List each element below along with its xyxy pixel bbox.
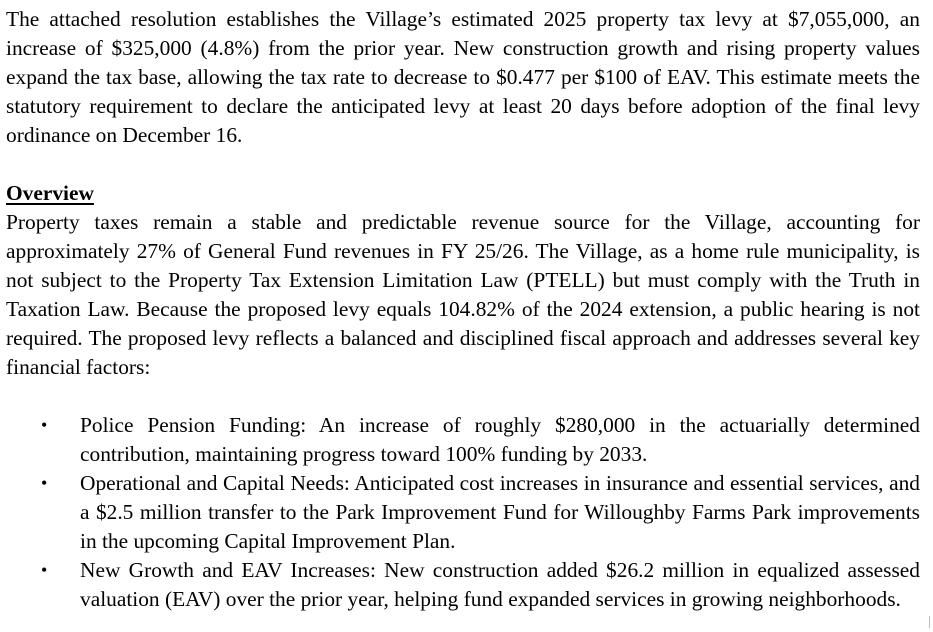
list-item-text: Operational and Capital Needs: Anticipated cost increases in insurance and essential services, and a $2.5 million transfer to the Park Improvement Fund for Willoughby Farms Park improvements in the upcoming Capital Improvement Plan. xyxy=(80,471,920,553)
bullet-icon: • xyxy=(41,415,48,435)
list-item-text: New Growth and EAV Increases: New construction added $26.2 million in equalized assessed valuation (EAV) over the prior year, helping fund expanded services in growing neighborhoods. xyxy=(80,558,920,611)
key-factors-list xyxy=(6,411,920,614)
list-item-text: Police Pension Funding: An increase of roughly $280,000 in the actuarially determined contribution, maintaining progress toward 100% funding by 2033. xyxy=(80,413,920,466)
list-item xyxy=(6,469,920,556)
page-edge-mark xyxy=(929,616,930,628)
intro-paragraph: The attached resolution establishes the Village’s estimated 2025 property tax levy at $7,055,000, an increase of $325,000 (4.8%) from the prior year. New construction growth and rising property values expand the tax base, allowing the tax rate to decrease to $0.477 per $100 of EAV. This estimate meets the statutory requirement to declare the anticipated levy at least 20 days before adoption of the final levy ordinance on December 16. xyxy=(6,7,920,147)
overview-paragraph: Property taxes remain a stable and predictable revenue source for the Village, accounting for approximately 27% of General Fund revenues in FY 25/26. The Village, as a home rule municipality, is not subject to the Property Tax Extension Limitation Law (PTELL) but must comply with the Truth in Taxation Law. Because the proposed levy equals 104.82% of the 2024 extension, a public hearing is not required. The proposed levy reflects a balanced and disciplined fiscal approach and addresses several key financial factors: xyxy=(6,210,920,379)
list-item xyxy=(6,556,920,614)
list-item xyxy=(6,411,920,469)
bullet-icon: • xyxy=(41,473,48,493)
bullet-icon: • xyxy=(41,560,48,580)
overview-heading: Overview xyxy=(6,181,94,205)
document-page xyxy=(6,5,920,614)
